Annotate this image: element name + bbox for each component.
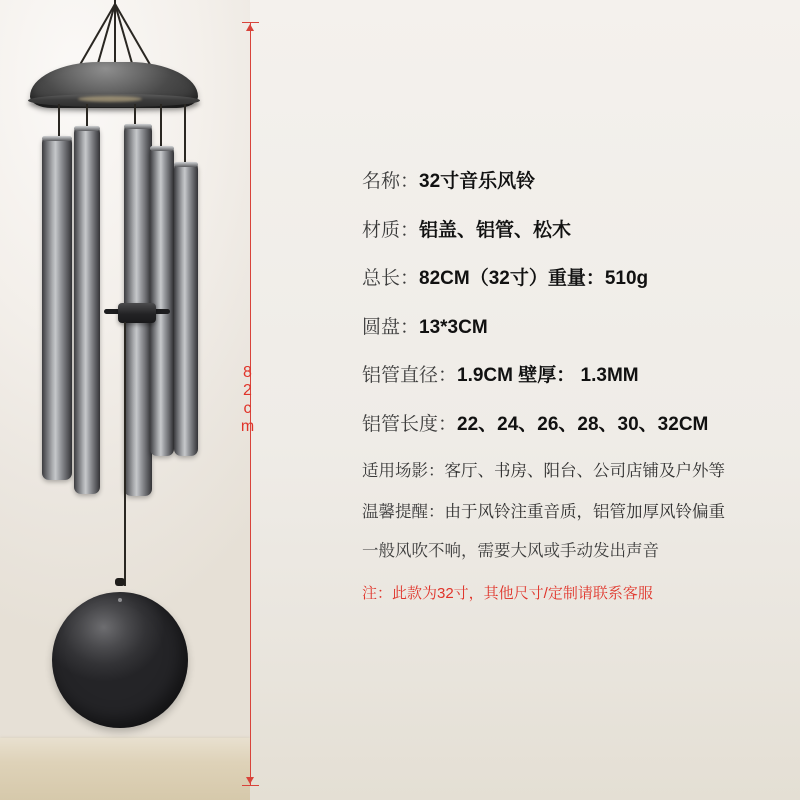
tube-string — [160, 104, 162, 146]
tube-cap — [42, 136, 72, 141]
spec-note: 一般风吹不响，需要大风或手动发出声音 — [362, 541, 659, 560]
spec-row-material — [362, 217, 786, 246]
aluminum-tube — [174, 162, 198, 456]
tube-string — [58, 104, 60, 136]
spec-value: 82CM（32寸）重量：510g — [419, 268, 649, 289]
spec-label: 适用场影： — [362, 462, 445, 480]
aluminum-tube — [150, 146, 174, 456]
spec-row-reminder — [362, 500, 786, 525]
tube-cap — [124, 124, 152, 129]
spec-label: 铝管直径： — [362, 365, 458, 386]
spec-row-tube-diameter — [362, 362, 786, 391]
tube-string — [86, 104, 88, 126]
sail-cord — [124, 322, 126, 586]
spec-value: 22、24、26、28、30、32CM — [457, 413, 709, 435]
tube-string — [134, 104, 136, 124]
spec-value: 13*3CM — [419, 316, 488, 338]
ruler-tick-top — [242, 22, 259, 23]
dimension-ruler — [240, 8, 280, 792]
spec-value: 32寸音乐风铃 — [419, 171, 536, 192]
spec-row-usage — [362, 459, 786, 484]
sail-knot — [115, 578, 125, 586]
aluminum-tube — [74, 126, 100, 494]
spec-label: 圆盘： — [362, 316, 420, 338]
specification-list — [362, 168, 786, 605]
spec-warning: 注：此款为32寸，其他尺寸/定制请联系客服 — [362, 584, 653, 602]
aluminum-tube — [42, 136, 72, 480]
tube-cap — [174, 162, 198, 167]
striker-disc — [118, 303, 156, 323]
spec-label: 总长： — [362, 268, 420, 289]
spec-value: 铝盖、铝管、松木 — [419, 219, 572, 241]
ruler-arrow-up-icon — [246, 24, 254, 31]
tube-cap — [150, 146, 174, 151]
ruler-arrow-down-icon — [246, 777, 254, 784]
spec-value: 1.9CM 壁厚： 1.3MM — [457, 365, 639, 386]
spec-value: 由于风铃注重音质，铝管加厚风铃偏重 — [444, 502, 725, 521]
wind-sail-hole — [118, 598, 122, 602]
table-surface — [0, 738, 250, 800]
dimension-label: 82cm — [239, 364, 256, 436]
spec-row-name — [362, 168, 786, 197]
spec-row-length-weight — [362, 265, 786, 294]
tube-cap — [74, 126, 100, 131]
spec-row-disc — [362, 314, 786, 343]
spec-label: 温馨提醒： — [362, 502, 445, 521]
spec-row-tube-lengths — [362, 411, 786, 440]
spec-value: 客厅、书房、阳台、公司店铺及户外等 — [444, 462, 725, 480]
tube-string — [184, 104, 186, 162]
dome-highlight — [78, 96, 142, 102]
ruler-tick-bottom — [242, 785, 259, 786]
spec-label: 名称： — [362, 171, 420, 192]
wind-sail — [52, 592, 188, 728]
product-photo — [0, 0, 250, 800]
spec-label: 铝管长度： — [362, 413, 458, 435]
spec-label: 材质： — [362, 219, 420, 241]
